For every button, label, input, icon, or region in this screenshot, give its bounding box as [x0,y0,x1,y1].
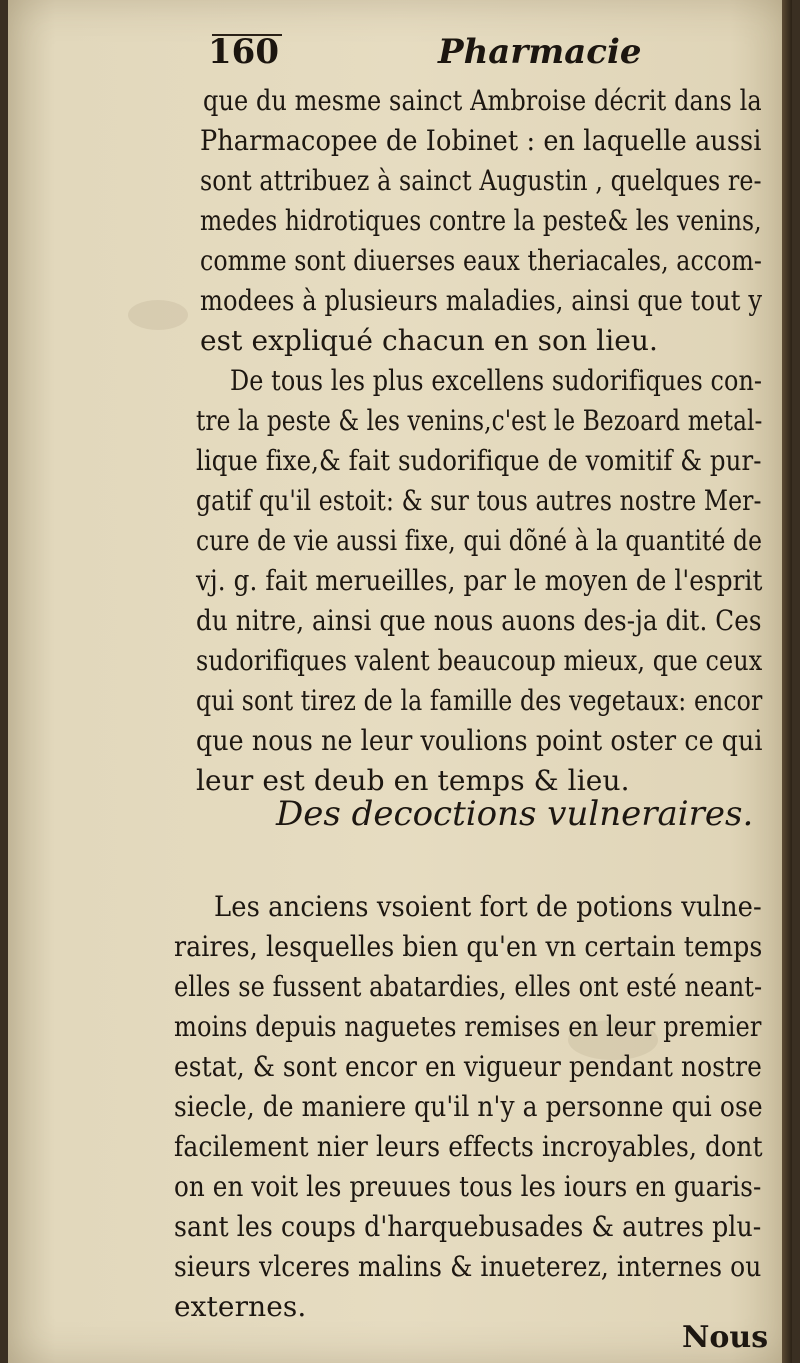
text-line: sudorifiques valent beaucoup mieux, que ceux [196,644,763,677]
text-line: raires, lesquelles bien qu'en vn certain temps [174,930,763,963]
book-page [8,0,792,1363]
text-line: De tous les plus excellens sudorifiques con- [230,364,763,397]
text-line: que du mesme sainct Ambroise décrit dans la [203,84,762,117]
text-line: moins depuis naguetes remises en leur premier [174,1010,762,1043]
page-number: 160 [208,32,279,72]
text-line: estat, & sont encor en vigueur pendant nostre [174,1050,762,1083]
text-line: vj. g. fait merueilles, par le moyen de l'esprit [196,564,763,597]
running-head [208,32,768,92]
text-line: tre la peste & les venins,c'est le Bezoard metal- [196,404,763,437]
text-line: externes. [174,1290,307,1323]
text-line: lique fixe,& fait sudorifique de vomitif & pur- [196,444,762,477]
text-line: est expliqué chacun en son lieu. [200,324,659,357]
text-line: facilement nier leurs effects incroyables, dont [174,1130,763,1163]
text-line: sant les coups d'harquebusades & autres plu- [174,1210,762,1243]
text-line: sont attribuez à sainct Augustin , quelques re- [200,164,762,197]
text-line: elles se fussent abatardies, elles ont esté neant- [174,970,763,1003]
text-line: gatif qu'il estoit: & sur tous autres nostre Mer- [196,484,762,517]
text-line: Les anciens vsoient fort de potions vulne- [214,890,762,923]
page-stain [128,300,188,330]
catchword: Nous [682,1320,769,1355]
text-line: medes hidrotiques contre la peste& les venins, [200,204,762,237]
section-heading: Des decoctions vulneraires. [276,794,754,834]
text-line: sieurs vlceres malins & inueterez, internes ou [174,1250,762,1283]
text-line: siecle, de maniere qu'il n'y a personne qui ose [174,1090,763,1123]
text-line: qui sont tirez de la famille des vegetaux: encor [196,684,763,717]
page-edge [782,0,792,1363]
text-line: cure de vie aussi fixe, qui dõné à la quantité de [196,524,763,557]
text-line: comme sont diuerses eaux theriacales, accom- [200,244,762,277]
text-line: du nitre, ainsi que nous auons des-ja dit. Ces [196,604,762,637]
running-title: Pharmacie [438,32,642,72]
text-line: Pharmacopee de Iobinet : en laquelle aussi [200,124,762,157]
text-line: modees à plusieurs maladies, ainsi que tout y [200,284,763,317]
text-line: que nous ne leur voulions point oster ce qui [196,724,763,757]
text-line: leur est deub en temps & lieu. [196,764,630,797]
text-line: on en voit les preuues tous les iours en guaris- [174,1170,762,1203]
